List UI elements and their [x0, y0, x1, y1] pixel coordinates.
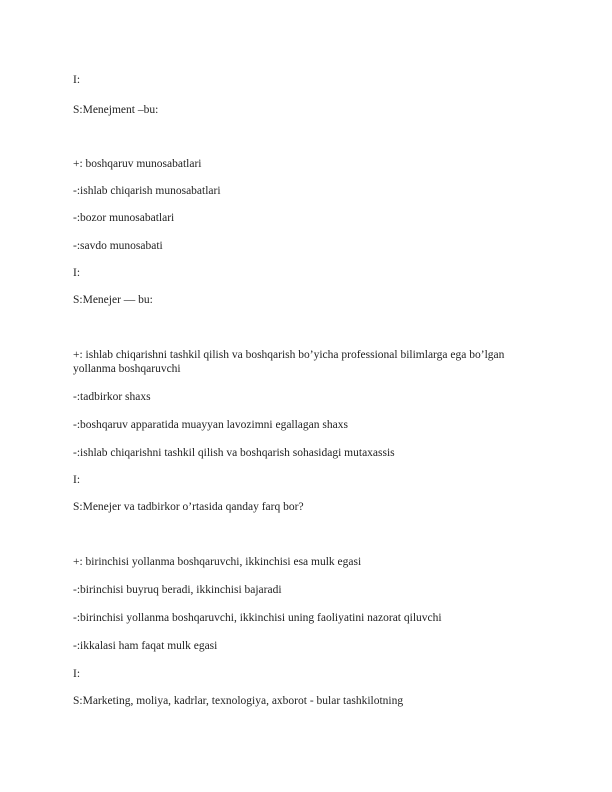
answer-option: +: boshqaruv munosabatlari	[73, 158, 202, 170]
question-text: S:Menejer va tadbirkor o’rtasida qanday farq bor?	[73, 501, 304, 513]
answer-option: -:bozor munosabatlari	[73, 212, 175, 224]
answer-option: +: ishlab chiqarishni tashkil qilish va boshqarish bo’yicha professional bilimlarga ega bo’lgan yollanma boshqaruvchi	[73, 349, 505, 375]
answer-option: -:birinchisi buyruq beradi, ikkinchisi bajaradi	[73, 584, 282, 596]
answer-option: +: birinchisi yollanma boshqaruvchi, ikkinchisi esa mulk egasi	[73, 556, 362, 568]
answer-option: -:boshqaruv apparatida muayyan lavozimni egallagan shaxs	[73, 419, 348, 431]
answer-option: -:ishlab chiqarishni tashkil qilish va boshqarish sohasidagi mutaxassis	[73, 447, 395, 459]
answer-option: -:tadbirkor shaxs	[73, 391, 151, 403]
question-text: S:Marketing, moliya, kadrlar, texnologiya, axborot - bular tashkilotning	[73, 695, 404, 707]
answer-option: -:ikkalasi ham faqat mulk egasi	[73, 640, 218, 652]
block-marker: I:	[73, 74, 81, 86]
block-marker: I:	[73, 668, 81, 680]
answer-option: -:savdo munosabati	[73, 240, 163, 252]
question-text: S:Menejment –bu:	[73, 104, 159, 116]
block-marker: I:	[73, 474, 81, 486]
answer-option: -:birinchisi yollanma boshqaruvchi, ikkinchisi uning faoliyatini nazorat qiluvchi	[73, 612, 442, 624]
question-text: S:Menejer — bu:	[73, 294, 153, 306]
block-marker: I:	[73, 267, 81, 279]
answer-option: -:ishlab chiqarish munosabatlari	[73, 185, 221, 197]
